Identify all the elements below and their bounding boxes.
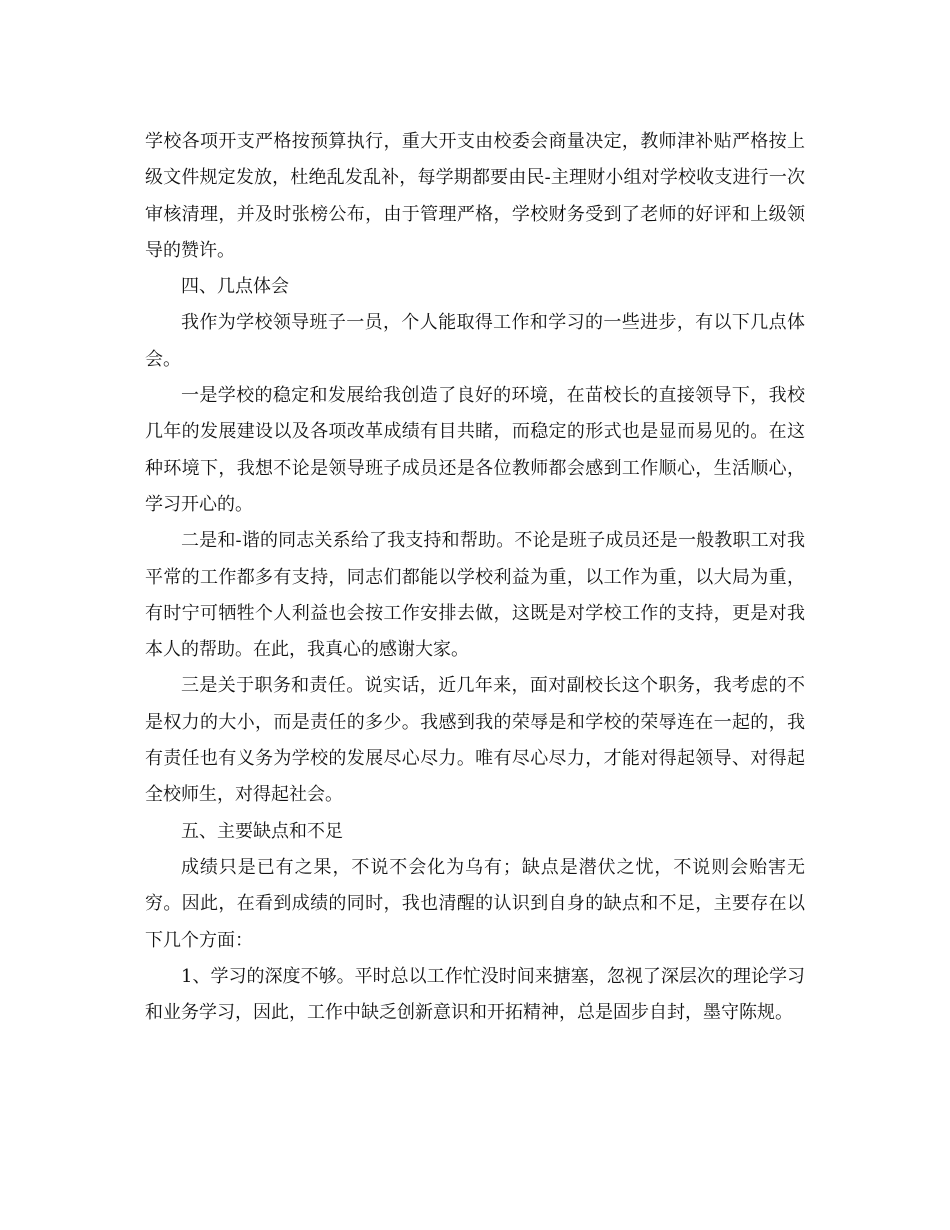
section-heading-reflections: 四、几点体会 [181, 276, 289, 298]
document-body [145, 124, 805, 1031]
paragraph-reflections-intro: 我作为学校领导班子一员，个人能取得工作和学习的一些进步，有以下几点体会。 [145, 312, 805, 370]
paragraph-reflection-2: 二是和-谐的同志关系给了我支持和帮助。不论是班子成员还是一般教职工对我平常的工作都多有支持，同志们都能以学校利益为重，以工作为重，以大局为重，有时宁可牺牲个人利益也会按工作安排去做，这既是对学校工作的支持，更是对我本人的帮助。在此，我真心的感谢大家。 [145, 530, 805, 661]
paragraph-reflection-1: 一是学校的稳定和发展给我创造了良好的环境，在苗校长的直接领导下，我校几年的发展建设以及各项改革成绩有目共睹，而稳定的形式也是显而易见的。在这种环境下，我想不论是领导班子成员还是各位教师都会感到工作顺心，生活顺心，学习开心的。 [145, 385, 805, 515]
section-heading-shortcomings: 五、主要缺点和不足 [181, 820, 343, 842]
paragraph-shortcomings-intro: 成绩只是已有之果，不说不会化为乌有；缺点是潜伏之忧，不说则会贻害无穷。因此，在看到成绩的同时，我也清醒的认识到自身的缺点和不足，主要存在以下几个方面： [145, 856, 805, 951]
paragraph-reflection-3: 三是关于职务和责任。说实话，近几年来，面对副校长这个职务，我考虑的不是权力的大小，而是责任的多少。我感到我的荣辱是和学校的荣辱连在一起的，我有责任也有义务为学校的发展尽心尽力。唯有尽心尽力，才能对得起领导、对得起全校师生，对得起社会。 [145, 675, 805, 806]
paragraph-finance-continuation: 学校各项开支严格按预算执行，重大开支由校委会商量决定，教师津补贴严格按上级文件规定发放，杜绝乱发乱补，每学期都要由民-主理财小组对学校收支进行一次审核清理，并及时张榜公布，由于管理严格，学校财务受到了老师的好评和上级领导的赞许。 [145, 131, 805, 261]
paragraph-shortcoming-1: 1、学习的深度不够。平时总以工作忙没时间来搪塞，忽视了深层次的理论学习和业务学习，因此，工作中缺乏创新意识和开拓精神，总是固步自封，墨守陈规。 [145, 965, 805, 1024]
